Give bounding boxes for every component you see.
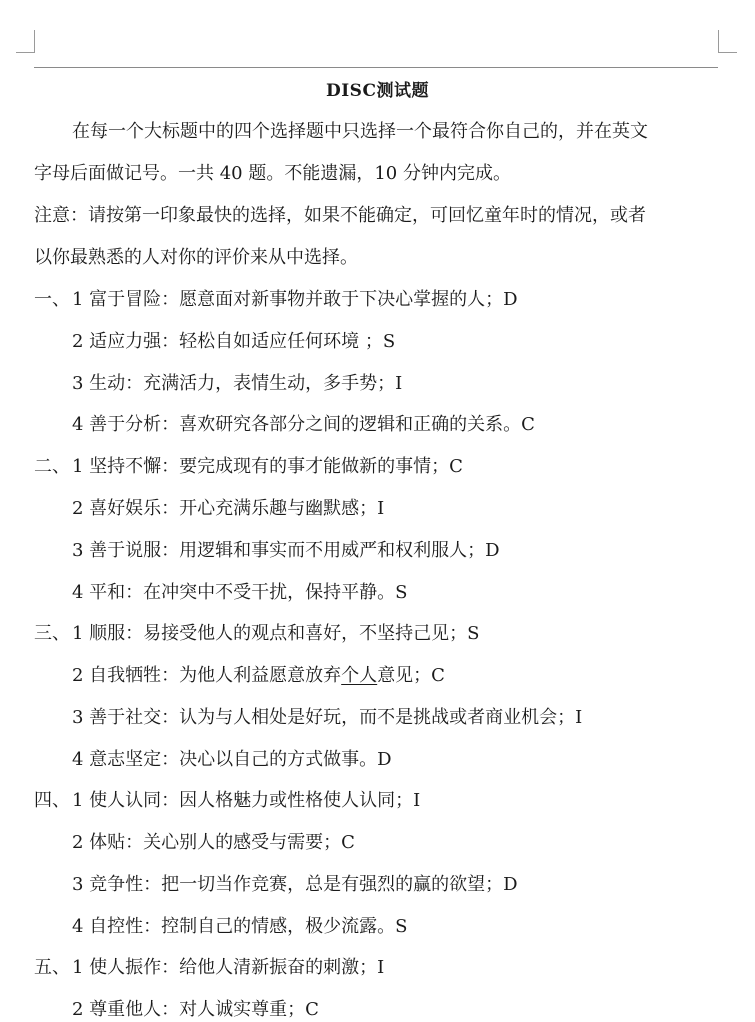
option-text-tail: 意见；C (377, 665, 445, 686)
question-option: 1 使人认同：因人格魅力或性格使人认同；I (72, 790, 421, 811)
header-rule (34, 67, 718, 68)
question-option: 1 顺服：易接受他人的观点和喜好，不坚持己见；S (72, 623, 480, 644)
question-number: 一、 (34, 289, 70, 310)
crop-mark-right (718, 30, 737, 53)
question-option: 4 善于分析：喜欢研究各部分之间的逻辑和正确的关系。C (72, 414, 535, 435)
question-option (72, 664, 445, 688)
question-option: 3 竞争性：把一切当作竞赛，总是有强烈的赢的欲望；D (72, 874, 518, 895)
question-option: 4 自控性：控制自己的情感，极少流露。S (72, 916, 408, 937)
underlined-text: 个人 (341, 665, 378, 686)
question-option: 2 尊重他人：对人诚实尊重；C (72, 999, 319, 1020)
question-number: 三、 (34, 623, 70, 644)
question-option: 1 使人振作：给他人清新振奋的刺激；I (72, 957, 385, 978)
crop-mark-left (16, 30, 35, 53)
question-option: 4 意志坚定：决心以自己的方式做事。D (72, 749, 392, 770)
question-option: 1 富于冒险：愿意面对新事物并敢于下决心掌握的人；D (72, 289, 518, 310)
question-option: 2 体贴：关心别人的感受与需要；C (72, 832, 355, 853)
instruction-line-1: 在每一个大标题中的四个选择题中只选择一个最符合你自己的，并在英文 (72, 121, 648, 142)
document-title: DISC测试题 (325, 81, 429, 101)
question-option: 3 善于社交：认为与人相处是好玩，而不是挑战或者商业机会；I (72, 707, 583, 728)
question-number: 四、 (34, 790, 70, 811)
instruction-line-4: 以你最熟悉的人对你的评价来从中选择。 (34, 247, 358, 268)
question-number: 五、 (34, 957, 70, 978)
instruction-line-2: 字母后面做记号。一共 40 题。不能遗漏，10 分钟内完成。 (34, 163, 511, 184)
instruction-line-3: 注意：请按第一印象最快的选择，如果不能确定，可回忆童年时的情况，或者 (34, 205, 646, 226)
question-option: 4 平和：在冲突中不受干扰，保持平静。S (72, 582, 408, 603)
option-text: 2 自我牺牲：为他人利益愿意放弃 (72, 665, 342, 686)
question-option: 1 坚持不懈：要完成现有的事才能做新的事情；C (72, 456, 463, 477)
question-option: 2 喜好娱乐：开心充满乐趣与幽默感；I (72, 498, 385, 519)
question-option: 3 生动：充满活力，表情生动，多手势；I (72, 373, 403, 394)
question-number: 二、 (34, 456, 70, 477)
question-option: 3 善于说服：用逻辑和事实而不用威严和权利服人；D (72, 540, 500, 561)
question-option: 2 适应力强：轻松自如适应任何环境 ；S (72, 331, 396, 352)
